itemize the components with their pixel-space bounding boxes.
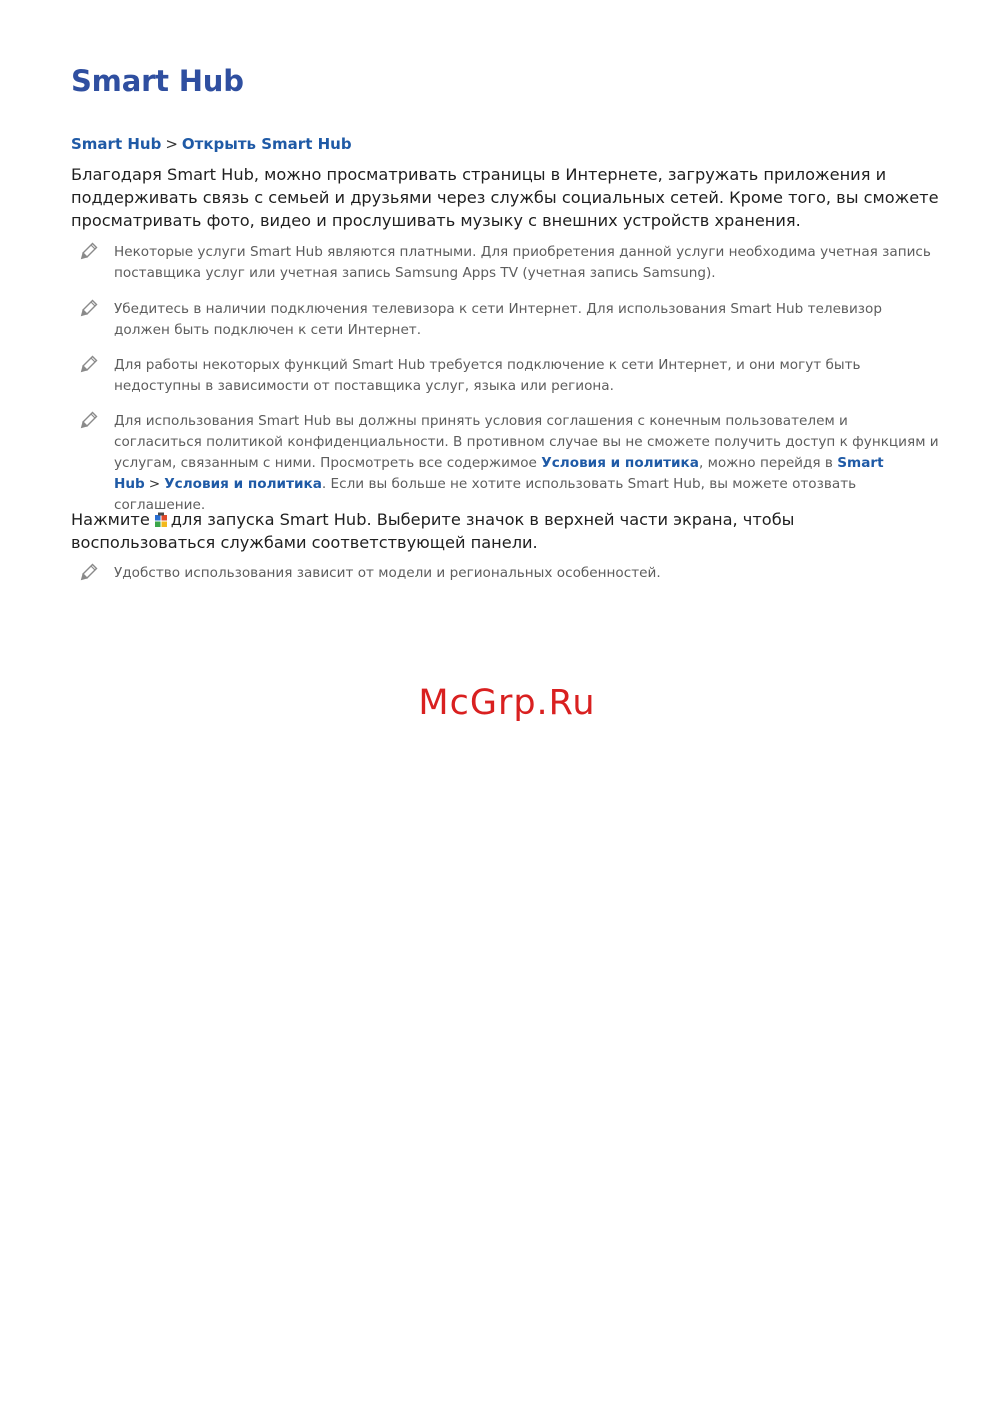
pencil-icon [80,242,98,260]
note-text: Некоторые услуги Smart Hub являются платными. Для приобретения данной услуги необходима учетная запись поставщика услуг или учетная запись Samsung Apps TV (учетная запись Samsung). [114,244,931,281]
pencil-icon [80,563,98,581]
breadcrumb [71,134,352,154]
note-text: Удобство использования зависит от модели и региональных особенностей. [114,565,661,581]
terms-policy-menu-link[interactable]: Условия и политика [164,476,322,492]
intro-paragraph: Благодаря Smart Hub, можно просматривать страницы в Интернете, загружать приложения и поддерживать связь с семьей и друзьями через службы социальных сетей. Кроме того, вы сможете просматривать фото, видео и прослушивать музыку с внешних устройств хранения. [71,165,939,230]
terms-policy-link[interactable]: Условия и политика [541,455,699,471]
instruction-before-icon: Нажмите [71,510,150,529]
menu-path-separator: > [148,476,161,492]
note-text-part: . Если вы больше не хотите использовать Smart Hub, вы можете отозвать соглашение. [114,476,857,513]
smart-hub-menu-link[interactable]: Smart Hub [114,455,884,492]
breadcrumb-separator: > [165,135,178,153]
smart-hub-icon [154,512,168,528]
note-item [80,299,940,341]
note-item [80,355,940,397]
note-text [114,411,940,516]
instruction-after-icon: для запуска Smart Hub. Выберите значок в верхней части экрана, чтобы воспользоваться службами соответствующей панели. [71,510,795,552]
watermark: McGrp.Ru [418,683,596,723]
breadcrumb-smart-hub[interactable]: Smart Hub [71,135,162,153]
note-text: Убедитесь в наличии подключения телевизора к сети Интернет. Для использования Smart Hub телевизор должен быть подключен к сети Интернет. [114,301,882,338]
pencil-icon [80,355,98,373]
note-item [80,411,940,516]
note-text-part: Для использования Smart Hub вы должны принять условия соглашения с конечным пользователем и согласиться политикой конфиденциальности. В противном случае вы не сможете получить доступ к функциям и услугам, связанным с ними. Просмотреть все содержимое [114,413,939,471]
note-item [80,242,940,284]
note-text: Для работы некоторых функций Smart Hub требуется подключение к сети Интернет, и они могут быть недоступны в зависимости от поставщика услуг, языка или региона. [114,357,861,394]
page-title: Smart Hub [71,64,244,98]
instruction-paragraph [71,508,941,554]
pencil-icon [80,299,98,317]
note-text-part: , можно перейдя в [698,455,838,471]
breadcrumb-open-smart-hub[interactable]: Открыть Smart Hub [181,135,352,153]
pencil-icon [80,411,98,429]
note-item [80,563,940,584]
